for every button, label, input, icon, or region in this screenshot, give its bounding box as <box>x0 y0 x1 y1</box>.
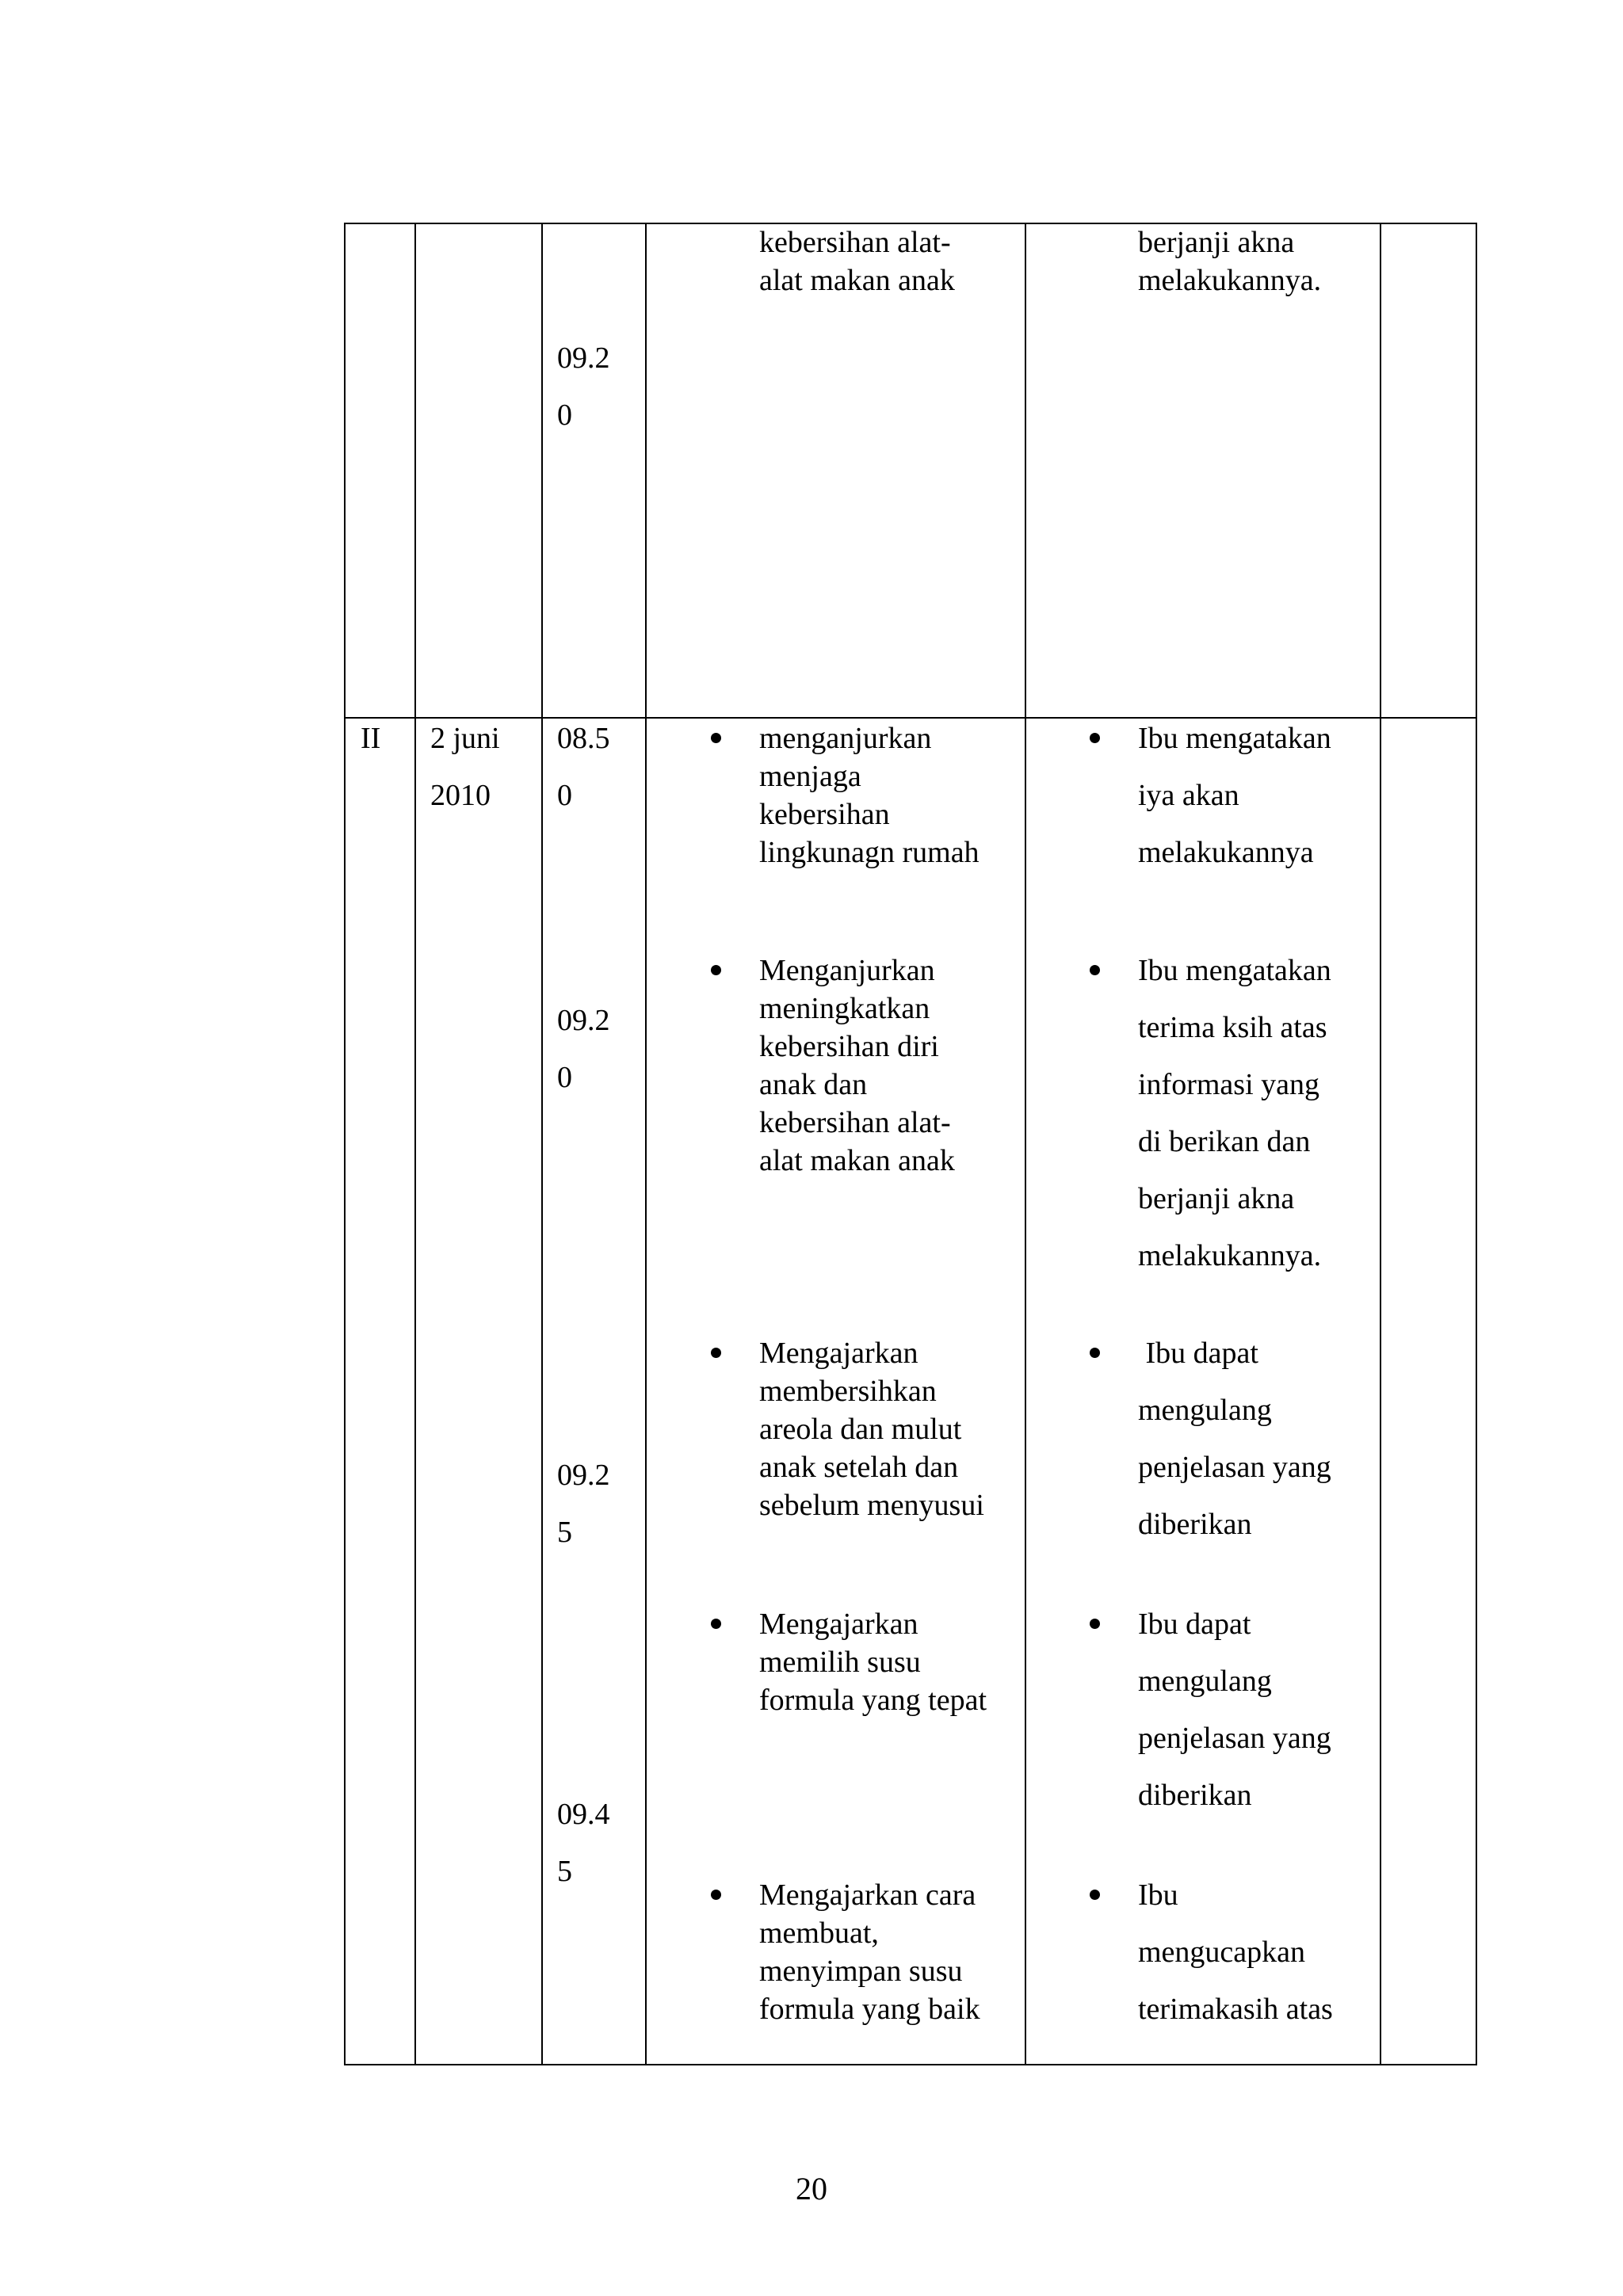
bullet-icon <box>1090 965 1100 975</box>
row2-action-3: Mengajarkan membersihkan areola dan mulut anak setelah dan sebelum menyusui <box>759 1337 984 1522</box>
row1-action: kebersihan alat- alat makan anak <box>759 226 955 297</box>
bullet-icon <box>711 1619 721 1629</box>
bullet-icon <box>711 965 721 975</box>
row2-action-1: menganjurkan menjaga kebersihan lingkunagn rumah <box>759 722 980 869</box>
row2-action-4: Mengajarkan memilih susu formula yang tepat <box>759 1608 987 1717</box>
row1-time: 09.2 0 <box>557 341 610 432</box>
row2-time-4: 09.4 5 <box>557 1798 610 1888</box>
page-number: 20 <box>796 2171 827 2206</box>
bullet-icon <box>1090 1890 1100 1900</box>
bullet-icon <box>711 1348 721 1358</box>
row2-response-3: Ibu dapat mengulang penjelasan yang diberikan <box>1138 1337 1331 1541</box>
row2-time-3: 09.2 5 <box>557 1459 610 1549</box>
col-divider-3 <box>645 224 647 2064</box>
row2-no: II <box>361 722 381 755</box>
col-divider-1 <box>414 224 416 2064</box>
bullet-icon <box>711 733 721 743</box>
bullet-icon <box>1090 1348 1100 1358</box>
row2-time-1: 08.5 0 <box>557 722 610 812</box>
row2-response-2: Ibu mengatakan terima ksih atas informasi yang di berikan dan berjanji akna melakukannya. <box>1138 954 1331 1272</box>
bullet-icon <box>1090 733 1100 743</box>
col-divider-4 <box>1025 224 1026 2064</box>
row2-action-2: Menganjurkan meningkatkan kebersihan diri anak dan kebersihan alat- alat makan anak <box>759 954 955 1177</box>
row2-date: 2 juni 2010 <box>430 722 500 812</box>
row2-response-4: Ibu dapat mengulang penjelasan yang diberikan <box>1138 1608 1331 1812</box>
bullet-icon <box>1090 1619 1100 1629</box>
row2-response-1: Ibu mengatakan iya akan melakukannya <box>1138 722 1331 869</box>
bullet-icon <box>711 1890 721 1900</box>
row2-time-2: 09.2 0 <box>557 1004 610 1094</box>
row2-response-5: Ibu mengucapkan terimakasih atas <box>1138 1878 1333 2026</box>
row1-response: berjanji akna melakukannya. <box>1138 226 1322 297</box>
row2-action-5: Mengajarkan cara membuat, menyimpan susu formula yang baik <box>759 1878 980 2026</box>
col-divider-5 <box>1380 224 1381 2064</box>
col-divider-2 <box>541 224 543 2064</box>
